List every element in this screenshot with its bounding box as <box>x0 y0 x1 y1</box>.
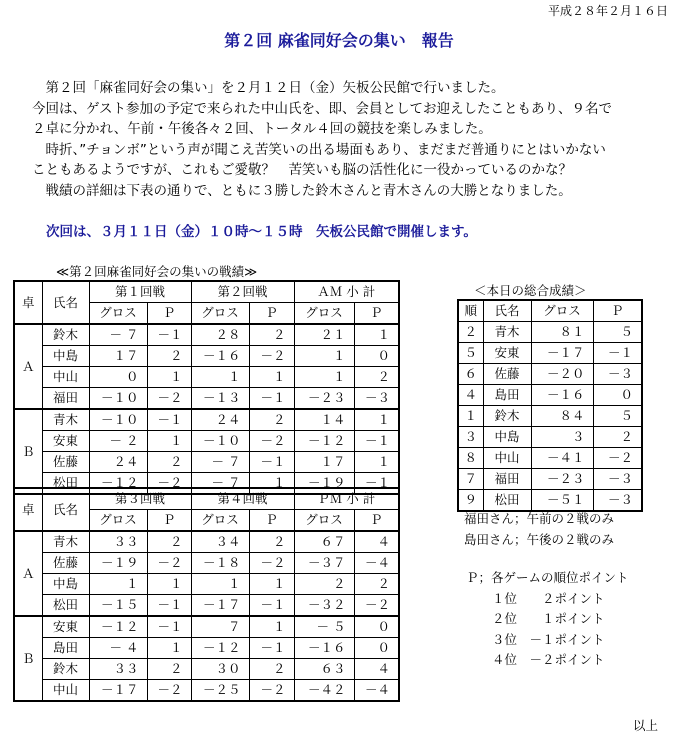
next-meeting-notice: 次回は、３月１１日（金）１０時～１５時 矢板公民館で開催します。 <box>46 224 477 240</box>
table-row <box>14 367 399 388</box>
rank-cell: ２ <box>458 322 483 343</box>
column-header-cell: 順 <box>458 300 483 322</box>
column-header-cell: グロス <box>531 300 593 322</box>
score-cell: １ <box>249 616 294 638</box>
table-row <box>14 680 399 702</box>
participation-notes <box>464 509 614 550</box>
score-cell: １ <box>354 409 399 431</box>
player-name-cell: 安東 <box>42 431 89 452</box>
player-name-cell: 島田 <box>483 385 531 406</box>
score-cell: －１７ <box>531 343 593 364</box>
score-cell: －４ <box>354 680 399 702</box>
points-legend-item: ４位 －２ポイント <box>492 652 605 667</box>
table-row <box>14 346 399 367</box>
player-name-cell: 福田 <box>42 388 89 410</box>
note-line: 島田さん；午後の２戦のみ <box>464 531 615 547</box>
score-cell: －１ <box>249 388 294 410</box>
rank-cell: ６ <box>458 364 483 385</box>
player-name-cell: 福田 <box>483 469 531 490</box>
score-cell: １ <box>294 346 354 367</box>
score-cell: １ <box>294 367 354 388</box>
table-row <box>14 616 399 638</box>
header-cell-table: 卓 <box>14 488 42 531</box>
score-cell: － ７ <box>191 452 249 473</box>
column-header-cell: グロス <box>294 303 354 325</box>
score-cell: －４１ <box>531 448 593 469</box>
player-name-cell: 中島 <box>42 574 89 595</box>
points-legend <box>466 568 629 671</box>
player-name-cell: 鈴木 <box>483 406 531 427</box>
score-cell: －１ <box>249 452 294 473</box>
score-cell: －２ <box>147 388 191 410</box>
rank-cell: ５ <box>458 343 483 364</box>
score-cell: ０ <box>89 367 147 388</box>
score-cell: －２ <box>249 680 294 702</box>
table-row <box>458 427 642 448</box>
score-cell: ２４ <box>191 409 249 431</box>
score-cell: －２ <box>249 346 294 367</box>
score-cell: －３７ <box>294 553 354 574</box>
group-header-cell: 第２回戦 <box>191 281 294 303</box>
score-cell: ２４ <box>89 452 147 473</box>
score-cell: １ <box>89 574 147 595</box>
score-cell: －５１ <box>531 490 593 512</box>
group-header-cell: 第４回戦 <box>191 488 294 510</box>
score-cell: －１０ <box>89 409 147 431</box>
results-caption: ≪第２回麻雀同好会の集いの戦績≫ <box>56 264 258 279</box>
body-line: ２卓に分かれ、午前・午後各々２回、トータル４回の競技を楽しみました。 <box>32 121 492 137</box>
column-header-cell: 氏名 <box>483 300 531 322</box>
score-cell: １７ <box>294 452 354 473</box>
note-line: 福田さん；午前の２戦のみ <box>464 511 615 526</box>
score-cell: －１ <box>147 616 191 638</box>
column-header-cell: グロス <box>191 510 249 532</box>
score-cell: －２ <box>249 553 294 574</box>
score-cell: ２ <box>354 367 399 388</box>
table-row <box>14 595 399 617</box>
body-line: こともあるようですが、これもご愛敬？ 苦笑いも脳の活性化に一役かっているのかな？ <box>32 162 572 178</box>
column-header-cell: Ｐ <box>354 510 399 532</box>
score-cell: －１ <box>249 595 294 617</box>
player-name-cell: 松田 <box>483 490 531 512</box>
score-cell: －２３ <box>294 388 354 410</box>
table-row <box>14 452 399 473</box>
score-cell: －４ <box>354 553 399 574</box>
score-cell: － ２ <box>89 431 147 452</box>
player-name-cell: 松田 <box>42 595 89 617</box>
column-header-cell: Ｐ <box>147 303 191 325</box>
table-header-row <box>14 488 399 510</box>
score-cell: ３４ <box>191 531 249 553</box>
score-cell: ２ <box>147 659 191 680</box>
column-header-cell: Ｐ <box>249 510 294 532</box>
score-cell: －１ <box>354 431 399 452</box>
player-name-cell: 佐藤 <box>42 553 89 574</box>
score-cell: ８４ <box>531 406 593 427</box>
player-name-cell: 松田 <box>42 473 89 495</box>
column-header-cell: Ｐ <box>147 510 191 532</box>
rank-cell: ８ <box>458 448 483 469</box>
player-name-cell: 安東 <box>42 616 89 638</box>
rank-cell: ７ <box>458 469 483 490</box>
player-name-cell: 島田 <box>42 638 89 659</box>
score-cell: １７ <box>89 346 147 367</box>
score-cell: －１２ <box>89 473 147 495</box>
score-cell: ２ <box>147 452 191 473</box>
score-cell: －１９ <box>89 553 147 574</box>
rank-cell: ９ <box>458 490 483 512</box>
pm-results-table <box>13 487 400 702</box>
score-cell: －１９ <box>294 473 354 495</box>
score-cell: ２ <box>593 427 642 448</box>
score-cell: －１２ <box>294 431 354 452</box>
score-cell: ０ <box>354 346 399 367</box>
score-cell: －２０ <box>531 364 593 385</box>
score-cell: －２ <box>147 553 191 574</box>
score-cell: ２ <box>147 531 191 553</box>
group-header-cell: ＰＭ 小 計 <box>294 488 399 510</box>
table-row <box>458 364 642 385</box>
player-name-cell: 中山 <box>483 448 531 469</box>
score-cell: １ <box>249 367 294 388</box>
score-cell: －２ <box>249 431 294 452</box>
score-cell: －２ <box>354 595 399 617</box>
score-cell: １ <box>249 473 294 495</box>
score-cell: －１３ <box>191 388 249 410</box>
score-cell: ２１ <box>294 324 354 346</box>
score-cell: －１ <box>593 343 642 364</box>
overall-caption: ＜本日の総合成績＞ <box>474 283 587 298</box>
table-group-label: Ｂ <box>14 616 42 701</box>
score-cell: － ４ <box>89 638 147 659</box>
report-title: 第２回 麻雀同好会の集い 報告 <box>224 31 454 50</box>
score-cell: １ <box>191 574 249 595</box>
header-cell-name: 氏名 <box>42 488 89 531</box>
rank-cell: １ <box>458 406 483 427</box>
score-cell: ６３ <box>294 659 354 680</box>
table-header-row <box>14 281 399 303</box>
score-cell: ２ <box>249 659 294 680</box>
body-line: 今回は、ゲスト参加の予定で来られた中山氏を、即、会員としてお迎えしたこともあり、９名で <box>32 100 612 117</box>
score-cell: －１０ <box>191 431 249 452</box>
table-row <box>458 322 642 343</box>
score-cell: ３３ <box>89 659 147 680</box>
player-name-cell: 佐藤 <box>483 364 531 385</box>
score-cell: －２ <box>147 473 191 495</box>
group-header-cell: 第１回戦 <box>89 281 191 303</box>
score-cell: １ <box>147 431 191 452</box>
table-row <box>14 574 399 595</box>
score-cell: －３ <box>593 490 642 512</box>
score-cell: －１ <box>147 409 191 431</box>
rank-cell: ３ <box>458 427 483 448</box>
table-group-label: Ａ <box>14 324 42 409</box>
header-cell-table: 卓 <box>14 281 42 324</box>
score-cell: －３ <box>354 388 399 410</box>
score-cell: １ <box>147 574 191 595</box>
score-cell: ２ <box>249 324 294 346</box>
score-cell: －１７ <box>89 680 147 702</box>
table-row <box>458 406 642 427</box>
column-header-cell: Ｐ <box>249 303 294 325</box>
player-name-cell: 中島 <box>42 346 89 367</box>
header-cell-name: 氏名 <box>42 281 89 324</box>
score-cell: －１８ <box>191 553 249 574</box>
table-row <box>458 343 642 364</box>
score-cell: －２５ <box>191 680 249 702</box>
table-row <box>458 469 642 490</box>
points-legend-item: ２位 １ポイント <box>492 611 605 626</box>
points-legend-item: １位 ２ポイント <box>492 590 605 606</box>
score-cell: －２ <box>593 448 642 469</box>
score-cell: － ７ <box>89 324 147 346</box>
group-header-cell: ＡＭ 小 計 <box>294 281 399 303</box>
score-cell: ２８ <box>191 324 249 346</box>
table-row <box>14 638 399 659</box>
column-header-cell: グロス <box>191 303 249 325</box>
closing-mark: 以上 <box>632 718 658 733</box>
score-cell: －１２ <box>191 638 249 659</box>
score-cell: １４ <box>294 409 354 431</box>
score-cell: －１７ <box>191 595 249 617</box>
player-name-cell: 中山 <box>42 367 89 388</box>
score-cell: ５ <box>593 406 642 427</box>
table-group-label: Ｂ <box>14 409 42 494</box>
am-results-table <box>13 280 400 495</box>
table-row <box>14 409 399 431</box>
column-header-cell: グロス <box>89 510 147 532</box>
score-cell: ２ <box>147 346 191 367</box>
score-cell: １ <box>249 574 294 595</box>
score-cell: ３０ <box>191 659 249 680</box>
score-cell: －２ <box>147 680 191 702</box>
score-cell: ４ <box>354 659 399 680</box>
score-cell: ２ <box>294 574 354 595</box>
table-row <box>14 324 399 346</box>
table-row <box>14 553 399 574</box>
table-row <box>458 490 642 512</box>
score-cell: －２３ <box>531 469 593 490</box>
score-cell: －１０ <box>89 388 147 410</box>
score-cell: －１ <box>147 324 191 346</box>
score-cell: １ <box>147 638 191 659</box>
score-cell: －１ <box>249 638 294 659</box>
overall-results-table <box>457 299 643 512</box>
player-name-cell: 青木 <box>42 409 89 431</box>
score-cell: ２ <box>249 409 294 431</box>
report-date: 平成２８年２月１６日 <box>547 4 668 18</box>
score-cell: －１６ <box>531 385 593 406</box>
column-header-cell: グロス <box>89 303 147 325</box>
score-cell: －１ <box>354 473 399 495</box>
score-cell: ０ <box>354 638 399 659</box>
player-name-cell: 中島 <box>483 427 531 448</box>
points-legend-item: ３位 －１ポイント <box>492 631 605 647</box>
score-cell: －１ <box>147 595 191 617</box>
score-cell: － ７ <box>191 473 249 495</box>
body-line: 戦績の詳細は下表の通りで、ともに３勝した鈴木さんと青木さんの大勝となりました。 <box>32 182 572 199</box>
player-name-cell: 鈴木 <box>42 324 89 346</box>
score-cell: －４２ <box>294 680 354 702</box>
table-header-row <box>458 300 642 322</box>
score-cell: １ <box>191 367 249 388</box>
player-name-cell: 青木 <box>42 531 89 553</box>
score-cell: ０ <box>593 385 642 406</box>
score-cell: ５ <box>593 322 642 343</box>
score-cell: ８１ <box>531 322 593 343</box>
points-legend-title: Ｐ；各ゲームの順位ポイント <box>466 570 629 585</box>
score-cell: －３２ <box>294 595 354 617</box>
score-cell: －１２ <box>89 616 147 638</box>
score-cell: ２ <box>354 574 399 595</box>
table-row <box>14 531 399 553</box>
score-cell: ６７ <box>294 531 354 553</box>
body-line: 第２回「麻雀同好会の集い」を２月１２日（金）矢板公民館で行いました。 <box>32 80 505 96</box>
score-cell: ２ <box>249 531 294 553</box>
score-cell: －１６ <box>294 638 354 659</box>
player-name-cell: 安東 <box>483 343 531 364</box>
score-cell: ０ <box>354 616 399 638</box>
score-cell: －１６ <box>191 346 249 367</box>
table-row <box>14 659 399 680</box>
player-name-cell: 中山 <box>42 680 89 702</box>
score-cell: － ５ <box>294 616 354 638</box>
player-name-cell: 鈴木 <box>42 659 89 680</box>
score-cell: １ <box>354 324 399 346</box>
table-row <box>458 448 642 469</box>
player-name-cell: 青木 <box>483 322 531 343</box>
score-cell: ７ <box>191 616 249 638</box>
group-header-cell: 第３回戦 <box>89 488 191 510</box>
score-cell: １ <box>147 367 191 388</box>
score-cell: －３ <box>593 469 642 490</box>
table-group-label: Ａ <box>14 531 42 616</box>
score-cell: ３３ <box>89 531 147 553</box>
column-header-cell: Ｐ <box>354 303 399 325</box>
rank-cell: ４ <box>458 385 483 406</box>
table-row <box>14 388 399 410</box>
score-cell: ４ <box>354 531 399 553</box>
report-body <box>32 78 672 201</box>
column-header-cell: Ｐ <box>593 300 642 322</box>
table-row <box>14 431 399 452</box>
score-cell: １ <box>354 452 399 473</box>
score-cell: －１５ <box>89 595 147 617</box>
body-line: 時折、”チョンボ”という声が聞こえ苦笑いの出る場面もあり、まだまだ普通りにとはいかない <box>32 141 606 158</box>
table-row <box>458 385 642 406</box>
player-name-cell: 佐藤 <box>42 452 89 473</box>
score-cell: ３ <box>531 427 593 448</box>
column-header-cell: グロス <box>294 510 354 532</box>
score-cell: －３ <box>593 364 642 385</box>
